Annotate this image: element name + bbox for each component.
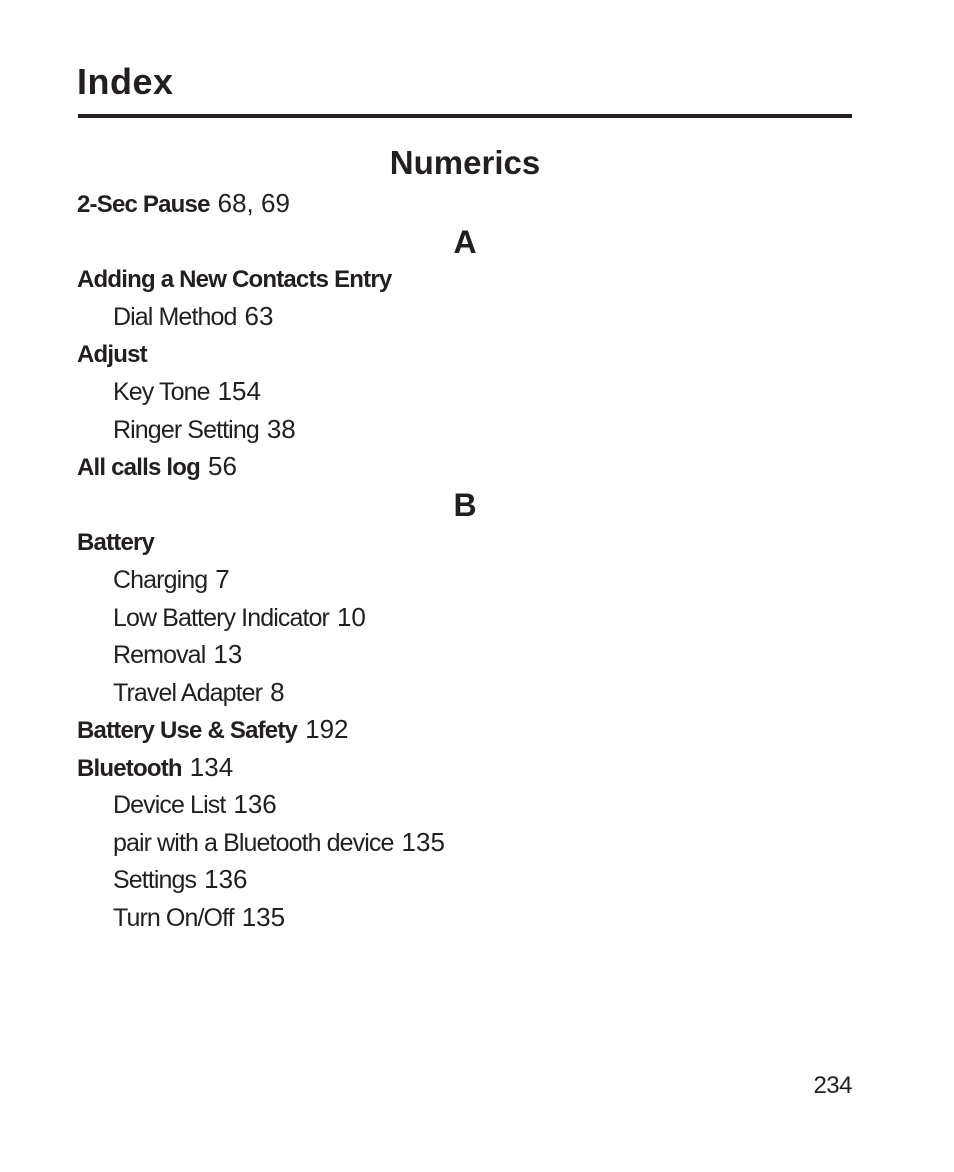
- index-subentry: [77, 561, 853, 599]
- subentry-label: Device List: [113, 791, 226, 819]
- subentry-label: pair with a Bluetooth device: [113, 828, 394, 857]
- section-heading-numerics: Numerics: [389, 144, 541, 181]
- index-subentry: [77, 298, 853, 336]
- page-refs: 135: [241, 901, 286, 932]
- page-refs: 134: [189, 751, 234, 782]
- title-divider: [78, 114, 852, 118]
- index-subentry: [77, 824, 853, 862]
- page-refs: 63: [244, 301, 274, 331]
- index-entry: [77, 448, 853, 486]
- page-refs: 38: [266, 413, 296, 444]
- index-subentry: [77, 899, 853, 937]
- page-refs: 13: [213, 639, 243, 669]
- index-entry: [77, 185, 853, 223]
- page-refs: 154: [217, 376, 261, 406]
- index-term: Battery: [77, 528, 155, 556]
- page-refs: 136: [233, 789, 277, 819]
- index-term: Adding a New Contacts Entry: [77, 265, 392, 293]
- page-refs: 68, 69: [217, 188, 290, 218]
- index-entry: [77, 336, 853, 374]
- index-subentry: [77, 373, 853, 411]
- index-subentry: [77, 411, 853, 449]
- subentry-label: Ringer Setting: [113, 415, 259, 444]
- index-subentry: [77, 674, 853, 712]
- index-term: Battery Use & Safety: [77, 717, 298, 744]
- page-refs: 8: [270, 676, 285, 707]
- page-refs: 192: [305, 714, 349, 744]
- subentry-label: Turn On/Off: [113, 903, 234, 932]
- index-term: Bluetooth: [77, 754, 182, 782]
- subentry-label: Dial Method: [113, 303, 237, 331]
- page-title: Index: [77, 61, 174, 102]
- index-subentry: [77, 861, 853, 899]
- page-number: 234: [813, 1072, 852, 1099]
- section-heading-a: A: [453, 223, 477, 260]
- subentry-label: Key Tone: [113, 378, 210, 406]
- section-heading-b: B: [453, 486, 477, 523]
- page-refs: 7: [215, 564, 230, 594]
- subentry-label: Low Battery Indicator: [113, 603, 329, 632]
- index-entry: [77, 524, 853, 562]
- subentry-label: Settings: [113, 866, 197, 894]
- index-subentry: [77, 636, 853, 674]
- subentry-label: Removal: [113, 641, 206, 669]
- index-term: All calls log: [77, 454, 200, 481]
- page-refs: 135: [401, 826, 445, 857]
- index-term: 2-Sec Pause: [77, 191, 210, 218]
- index-subentry: [77, 786, 853, 824]
- page-refs: 10: [336, 601, 366, 632]
- index-entry: [77, 711, 853, 749]
- index-entry: [77, 261, 853, 299]
- index-entry: [77, 749, 853, 787]
- index-subentry: [77, 599, 853, 637]
- page-refs: 136: [204, 864, 248, 894]
- subentry-label: Travel Adapter: [113, 678, 263, 707]
- index-list: [77, 141, 853, 936]
- page-refs: 56: [207, 451, 237, 481]
- subentry-label: Charging: [113, 566, 208, 594]
- index-term: Adjust: [77, 340, 147, 368]
